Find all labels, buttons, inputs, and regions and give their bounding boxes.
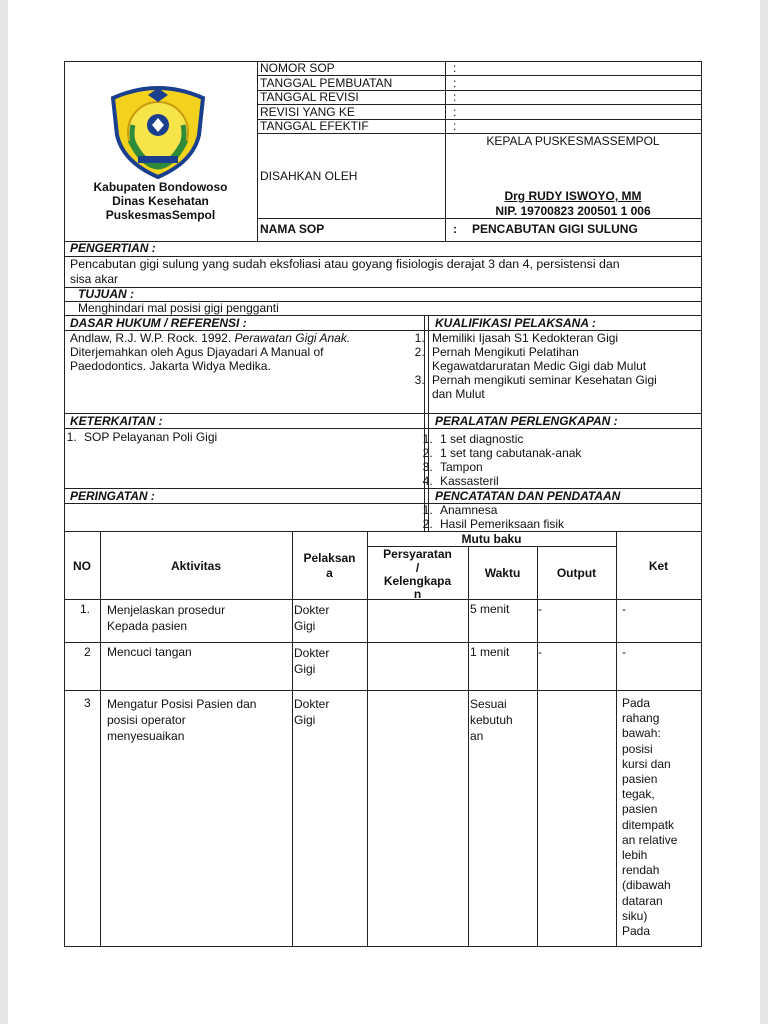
pengertian-text-line2: sisa akar xyxy=(70,272,119,286)
row1-waktu: 5 menit xyxy=(470,602,510,616)
field-value-nomor-sop: : xyxy=(453,61,457,75)
kualifikasi-heading: KUALIFIKASI PELAKSANA : xyxy=(435,316,596,330)
col-header-pelaksana: Pelaksan xyxy=(303,551,356,565)
row1-aktivitas: Menjelaskan prosedur Kepada pasien xyxy=(107,603,226,633)
list-item: 3. Tampon xyxy=(436,460,581,474)
dasar-hukum-line2: Diterjemahkan oleh Agus Djayadari A Manual of xyxy=(70,345,324,359)
row3-no: 3 xyxy=(84,696,91,710)
row2-ket: - xyxy=(622,645,626,659)
row1-ket: - xyxy=(622,602,626,616)
signer-nip: NIP. 19700823 200501 1 006 xyxy=(495,204,651,218)
tujuan-heading: TUJUAN : xyxy=(78,287,134,301)
pencatatan-list xyxy=(414,503,564,531)
list-item: 2. Pernah Mengikuti Pelatihan Kegawatdaruratan Medic Gigi dab Mulut xyxy=(428,345,662,373)
row2-pelaksana: Dokter Gigi xyxy=(294,646,330,676)
row3-ket: Pada rahang bawah: posisi kursi dan pasien tegak, pasien ditempatk an relative lebih rendah (dibawah dataran siku) Pada xyxy=(622,696,678,939)
row1-pelaksana: Dokter Gigi xyxy=(294,603,330,633)
col-header-output: Output xyxy=(556,566,597,580)
kepala-puskesmas-title: KEPALA PUSKESMASSEMPOL xyxy=(486,134,660,148)
row3-waktu: Sesuai kebutuh an xyxy=(470,697,513,743)
keterkaitan-heading: KETERKAITAN : xyxy=(70,414,163,428)
field-value-revisi-ke: : xyxy=(453,105,457,119)
col-header-pelaksana-2: a xyxy=(326,566,333,580)
col-header-persyaratan-3: Kelengkapa xyxy=(383,574,452,588)
field-value-tanggal-revisi: : xyxy=(453,90,457,104)
pencatatan-heading: PENCATATAN DAN PENDATAAN xyxy=(435,489,621,503)
list-item: 4. Kassasteril xyxy=(436,474,581,488)
col-header-mutu-baku: Mutu baku xyxy=(461,532,522,546)
pengertian-heading: PENGERTIAN : xyxy=(70,241,156,255)
dasar-hukum-line3: Paedodontics. Jakarta Widya Medika. xyxy=(70,359,271,373)
row1-no: 1. xyxy=(80,602,91,616)
list-item: 2. Hasil Pemeriksaan fisik xyxy=(436,517,564,531)
nama-sop-label: NAMA SOP xyxy=(260,222,325,236)
col-header-aktivitas: Aktivitas xyxy=(170,559,222,573)
field-label-tanggal-efektif: TANGGAL EFEKTIF xyxy=(260,119,369,133)
list-item: 1. Anamnesa xyxy=(436,503,564,517)
col-header-waktu: Waktu xyxy=(484,566,521,580)
signer-name: Drg RUDY ISWOYO, MM xyxy=(504,189,642,203)
tujuan-text: Menghindari mal posisi gigi pengganti xyxy=(78,301,279,315)
row2-waktu: 1 menit xyxy=(470,645,510,659)
field-label-tanggal-revisi: TANGGAL REVISI xyxy=(260,90,359,104)
row2-output: - xyxy=(538,645,542,659)
col-header-persyaratan-4: n xyxy=(413,587,422,601)
field-value-tanggal-pembuatan: : xyxy=(453,76,457,90)
org-name: Kabupaten Bondowoso xyxy=(93,180,228,194)
list-item: 2. 1 set tang cabutanak-anak xyxy=(436,446,581,460)
field-value-tanggal-efektif: : xyxy=(453,119,457,133)
peringatan-heading: PERINGATAN : xyxy=(70,489,155,503)
nama-sop-colon: : xyxy=(453,222,457,236)
row2-aktivitas: Mencuci tangan xyxy=(107,645,192,659)
list-item: 1. Memiliki Ijasah S1 Kedokteran Gigi xyxy=(428,331,698,345)
keterkaitan-list xyxy=(58,430,217,444)
col-header-persyaratan-2: / xyxy=(415,561,420,575)
row1-output: - xyxy=(538,602,542,616)
sop-document xyxy=(8,0,760,1024)
col-header-ket: Ket xyxy=(648,559,669,573)
field-label-tanggal-pembuatan: TANGGAL PEMBUATAN xyxy=(260,76,393,90)
peralatan-heading: PERALATAN PERLENGKAPAN : xyxy=(435,414,618,428)
list-item: 1. 1 set diagnostic xyxy=(436,432,581,446)
kualifikasi-list xyxy=(406,331,698,401)
col-header-persyaratan: Persyaratan xyxy=(383,547,452,561)
row3-aktivitas: Mengatur Posisi Pasien dan posisi operator menyesuaikan xyxy=(107,697,257,743)
org-unit: PuskesmasSempol xyxy=(105,208,216,222)
col-header-no: NO xyxy=(73,559,91,573)
nama-sop-value: PENCABUTAN GIGI SULUNG xyxy=(472,222,638,236)
list-item: 3. Pernah mengikuti seminar Kesehatan Gigi dan Mulut xyxy=(428,373,662,401)
list-item: 1. SOP Pelayanan Poli Gigi xyxy=(80,430,217,444)
org-department: Dinas Kesehatan xyxy=(112,194,209,208)
peralatan-list xyxy=(414,432,581,488)
dasar-hukum-heading: DASAR HUKUM / REFERENSI : xyxy=(70,316,247,330)
field-label-nomor-sop: NOMOR SOP xyxy=(260,61,335,75)
row3-pelaksana: Dokter Gigi xyxy=(294,697,330,727)
field-label-revisi-ke: REVISI YANG KE xyxy=(260,105,355,119)
puskesmas-logo-emblem xyxy=(103,80,213,180)
dasar-hukum-line1: Andlaw, R.J. W.P. Rock. 1992. Perawatan Gigi Anak. xyxy=(70,331,351,345)
disahkan-oleh-label: DISAHKAN OLEH xyxy=(260,169,358,183)
row2-no: 2 xyxy=(84,645,91,659)
pengertian-text-line1: Pencabutan gigi sulung yang sudah eksfoliasi atau goyang fisiologis derajat 3 dan 4, persistensi dan xyxy=(70,257,620,271)
